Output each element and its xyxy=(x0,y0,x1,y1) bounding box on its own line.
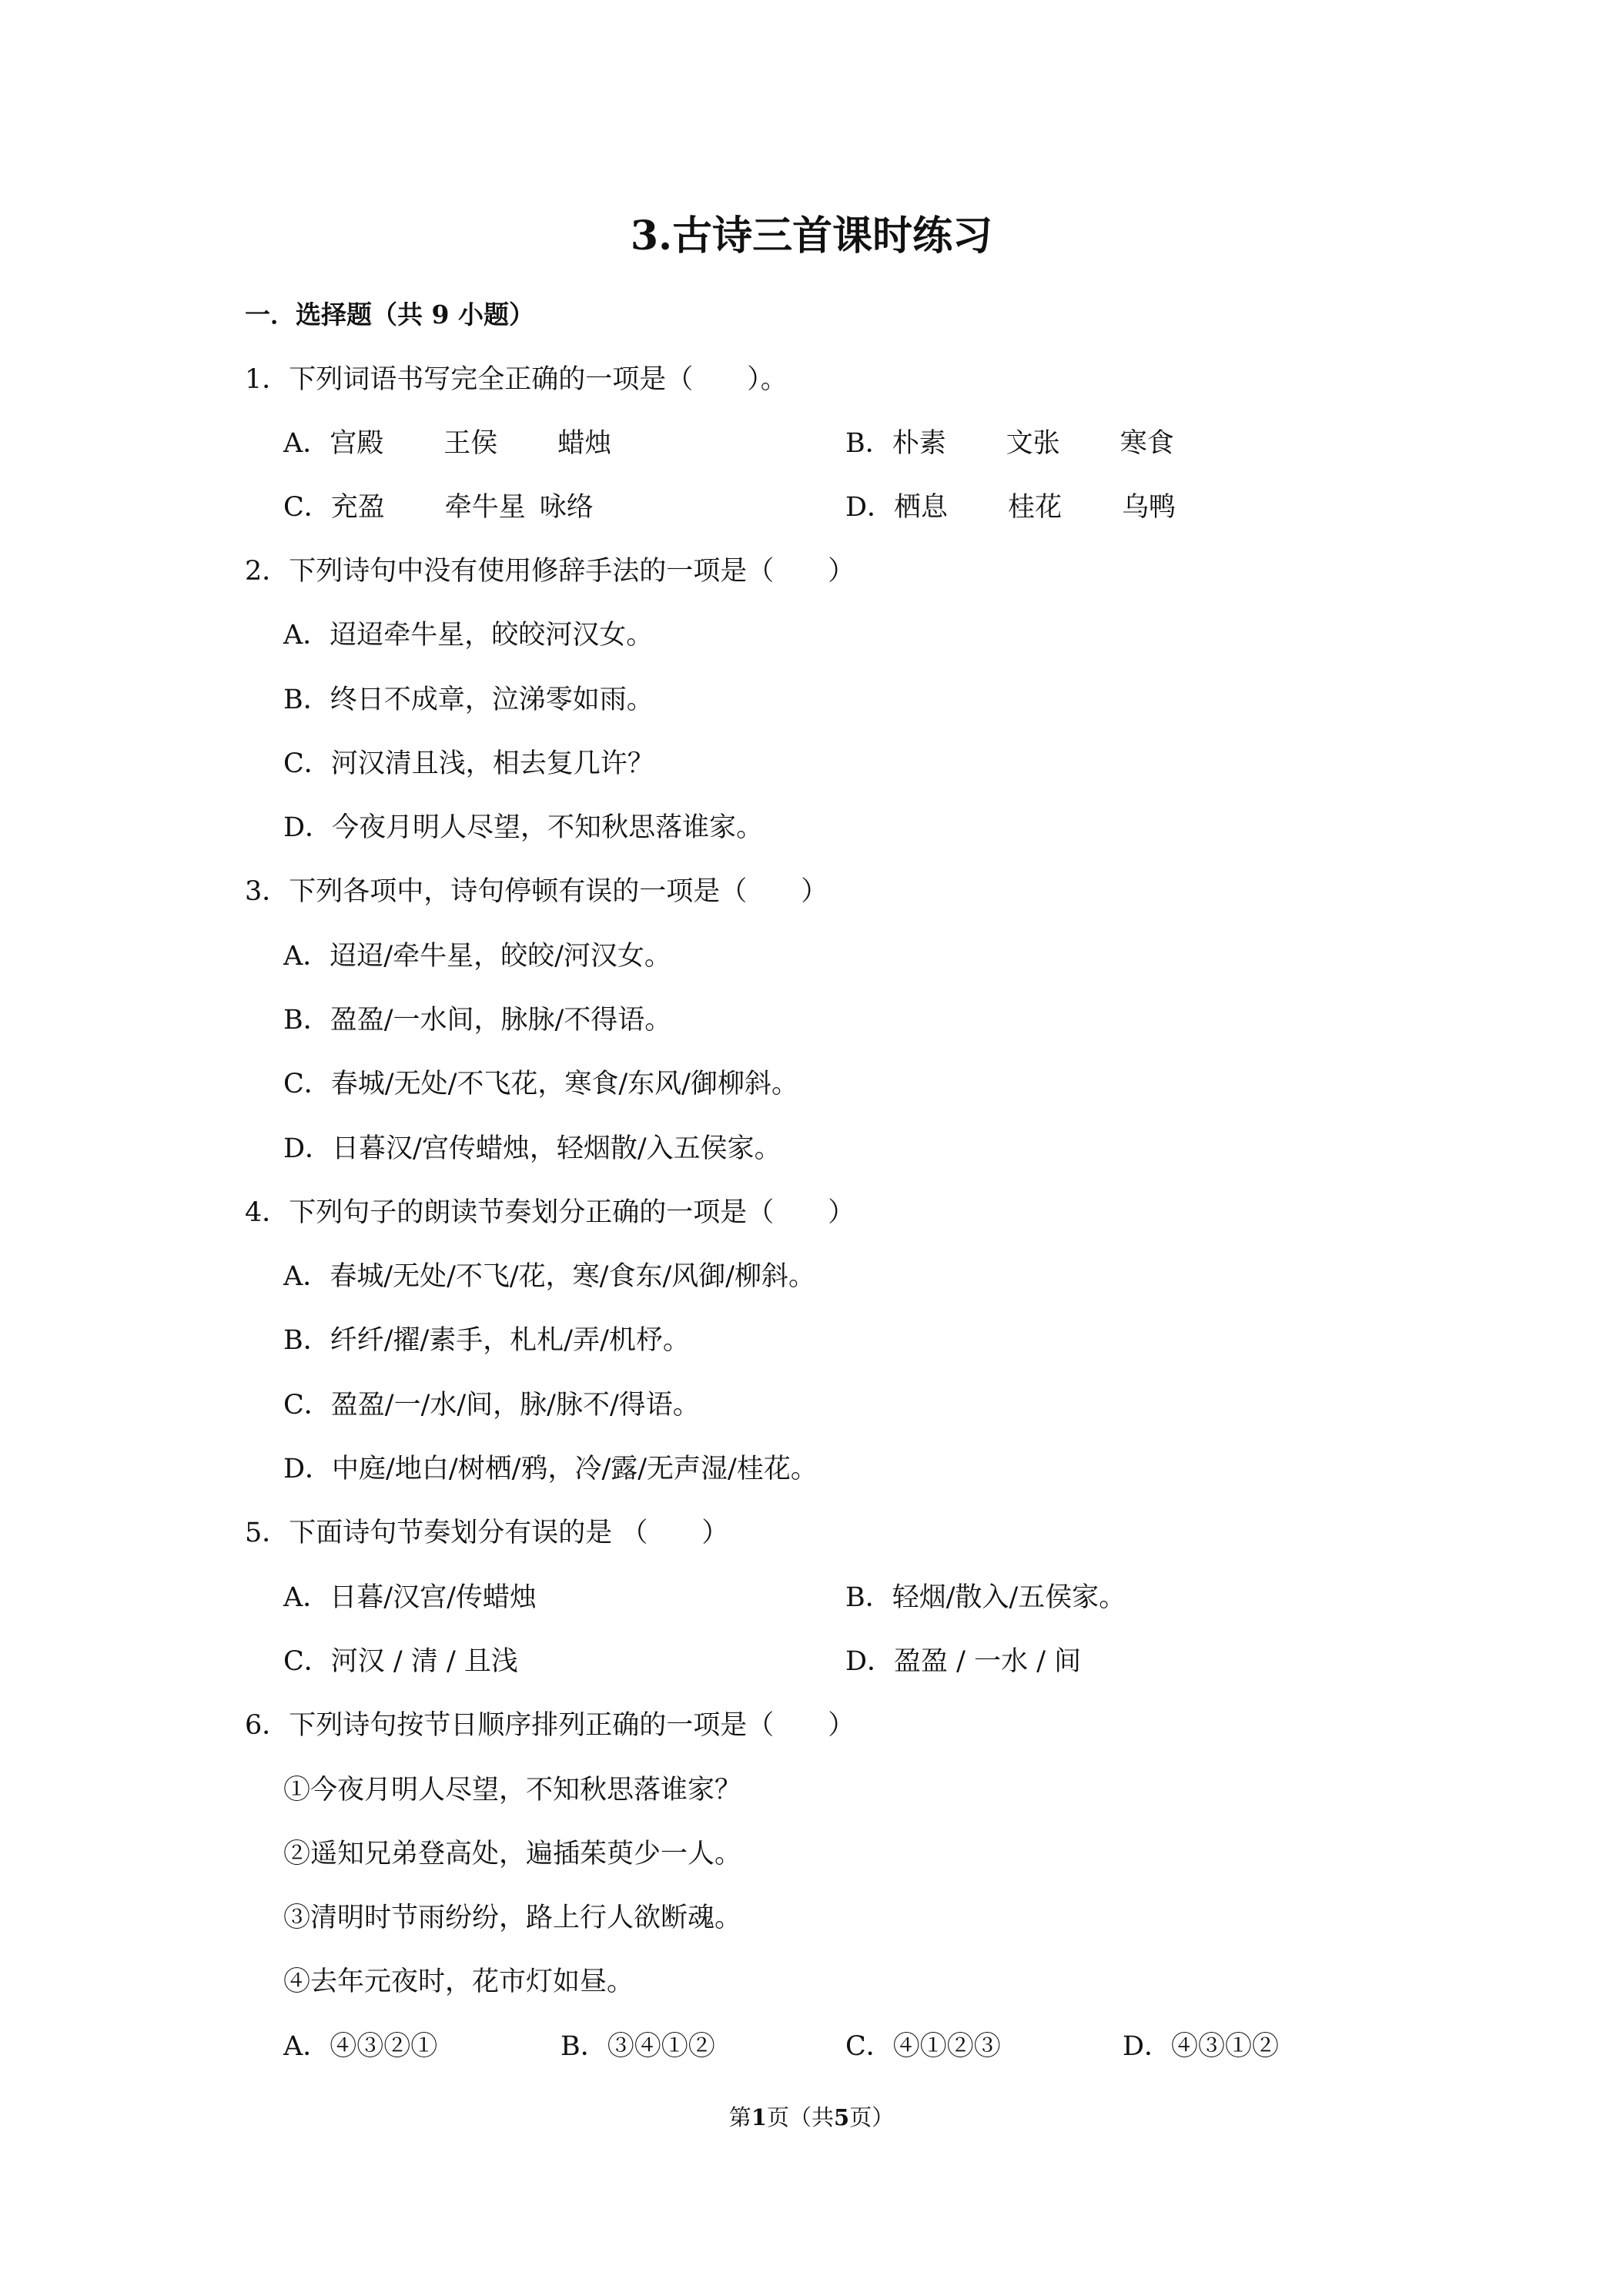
option-d-word-1: D．栖息 xyxy=(845,492,949,523)
question-5-option-b[interactable]: B．轻烟/散入/五侯家。 xyxy=(845,1582,1126,1613)
option-c-word-3: 咏络 xyxy=(539,492,594,523)
question-6-option-a[interactable]: A．④③②① xyxy=(283,2031,438,2062)
footer-mid: 页（共 xyxy=(766,2104,834,2130)
question-3-option-a[interactable]: A．迢迢/牵牛星，皎皎/河汉女。 xyxy=(283,941,671,972)
question-2-option-a[interactable]: A．迢迢牵牛星，皎皎河汉女。 xyxy=(283,620,654,651)
option-b-word-1: B．朴素 xyxy=(845,428,946,459)
question-1-option-d[interactable] xyxy=(845,488,1176,527)
question-6-option-c[interactable]: C．④①②③ xyxy=(845,2031,1001,2062)
option-b-word-3: 寒食 xyxy=(1119,428,1174,459)
question-4-stem: 4．下列句子的朗读节奏划分正确的一项是（ ） xyxy=(245,1197,855,1228)
option-c-word-1: C．充盈 xyxy=(283,492,385,523)
question-1-option-a[interactable] xyxy=(283,424,611,463)
question-4-option-b[interactable]: B．纤纤/擢/素手，札札/弄/机杼。 xyxy=(283,1325,690,1356)
footer-prefix: 第 xyxy=(728,2104,751,2130)
question-6-stem: 6．下列诗句按节日顺序排列正确的一项是（ ） xyxy=(245,1710,855,1741)
question-2-stem: 2．下列诗句中没有使用修辞手法的一项是（ ） xyxy=(245,556,855,587)
question-6-sentence-2: ②遥知兄弟登高处，遍插茱萸少一人。 xyxy=(283,1839,742,1869)
question-3-option-b[interactable]: B．盈盈/一水间，脉脉/不得语。 xyxy=(283,1005,672,1036)
question-5-option-a[interactable]: A．日暮/汉宫/传蜡烛 xyxy=(283,1582,537,1613)
question-3-option-c[interactable]: C．春城/无处/不飞花，寒食/东风/御柳斜。 xyxy=(283,1069,798,1099)
question-5-option-c[interactable]: C．河汉 / 清 / 且浅 xyxy=(283,1646,518,1677)
footer-total-pages: 5 xyxy=(834,2104,850,2130)
page-title: 3.古诗三首课时练习 xyxy=(630,213,993,259)
question-6-option-d[interactable]: D．④③①② xyxy=(1123,2031,1280,2062)
page-footer xyxy=(0,2102,1623,2133)
question-2-option-d[interactable]: D．今夜月明人尽望，不知秋思落谁家。 xyxy=(283,812,764,843)
question-6-option-b[interactable]: B．③④①② xyxy=(561,2031,715,2062)
option-d-word-3: 乌鸭 xyxy=(1122,492,1176,523)
option-c-word-2: 牵牛星 xyxy=(444,492,526,523)
question-2-option-b[interactable]: B．终日不成章，泣涕零如雨。 xyxy=(283,684,654,715)
footer-suffix: 页） xyxy=(849,2104,895,2130)
question-6-sentence-3: ③清明时节雨纷纷，路上行人欲断魂。 xyxy=(283,1903,742,1933)
question-5-option-d[interactable]: D．盈盈 / 一水 / 间 xyxy=(845,1646,1082,1677)
question-3-stem: 3．下列各项中，诗句停顿有误的一项是（ ） xyxy=(245,876,828,907)
option-a-word-3: 蜡烛 xyxy=(557,428,612,459)
footer-page-number: 1 xyxy=(751,2104,767,2130)
question-3-option-d[interactable]: D．日暮汉/宫传蜡烛，轻烟散/入五侯家。 xyxy=(283,1133,781,1164)
question-1-stem: 1．下列词语书写完全正确的一项是（ ）。 xyxy=(245,364,788,395)
question-6-sentence-4: ④去年元夜时，花市灯如昼。 xyxy=(283,1966,634,1997)
question-4-option-d[interactable]: D．中庭/地白/树栖/鸦，冷/露/无声湿/桂花。 xyxy=(283,1454,818,1484)
option-b-word-2: 文张 xyxy=(1006,428,1060,459)
question-5-stem: 5．下面诗句节奏划分有误的是 （ ） xyxy=(245,1518,729,1548)
option-a-word-1: A．宫殿 xyxy=(283,428,384,459)
section-heading: 一．选择题（共 9 小题） xyxy=(245,300,534,330)
question-1-option-b[interactable] xyxy=(845,424,1174,463)
question-1-option-c[interactable] xyxy=(283,488,594,527)
option-d-word-2: 桂花 xyxy=(1008,492,1062,523)
question-6-sentence-1: ①今夜月明人尽望，不知秋思落谁家？ xyxy=(283,1775,742,1806)
question-4-option-a[interactable]: A．春城/无处/不飞/花，寒/食东/风御/柳斜。 xyxy=(283,1261,816,1292)
question-4-option-c[interactable]: C．盈盈/一/水/间，脉/脉不/得语。 xyxy=(283,1390,700,1421)
option-a-word-2: 王侯 xyxy=(443,428,498,459)
question-2-option-c[interactable]: C．河汉清且浅，相去复几许？ xyxy=(283,748,654,779)
